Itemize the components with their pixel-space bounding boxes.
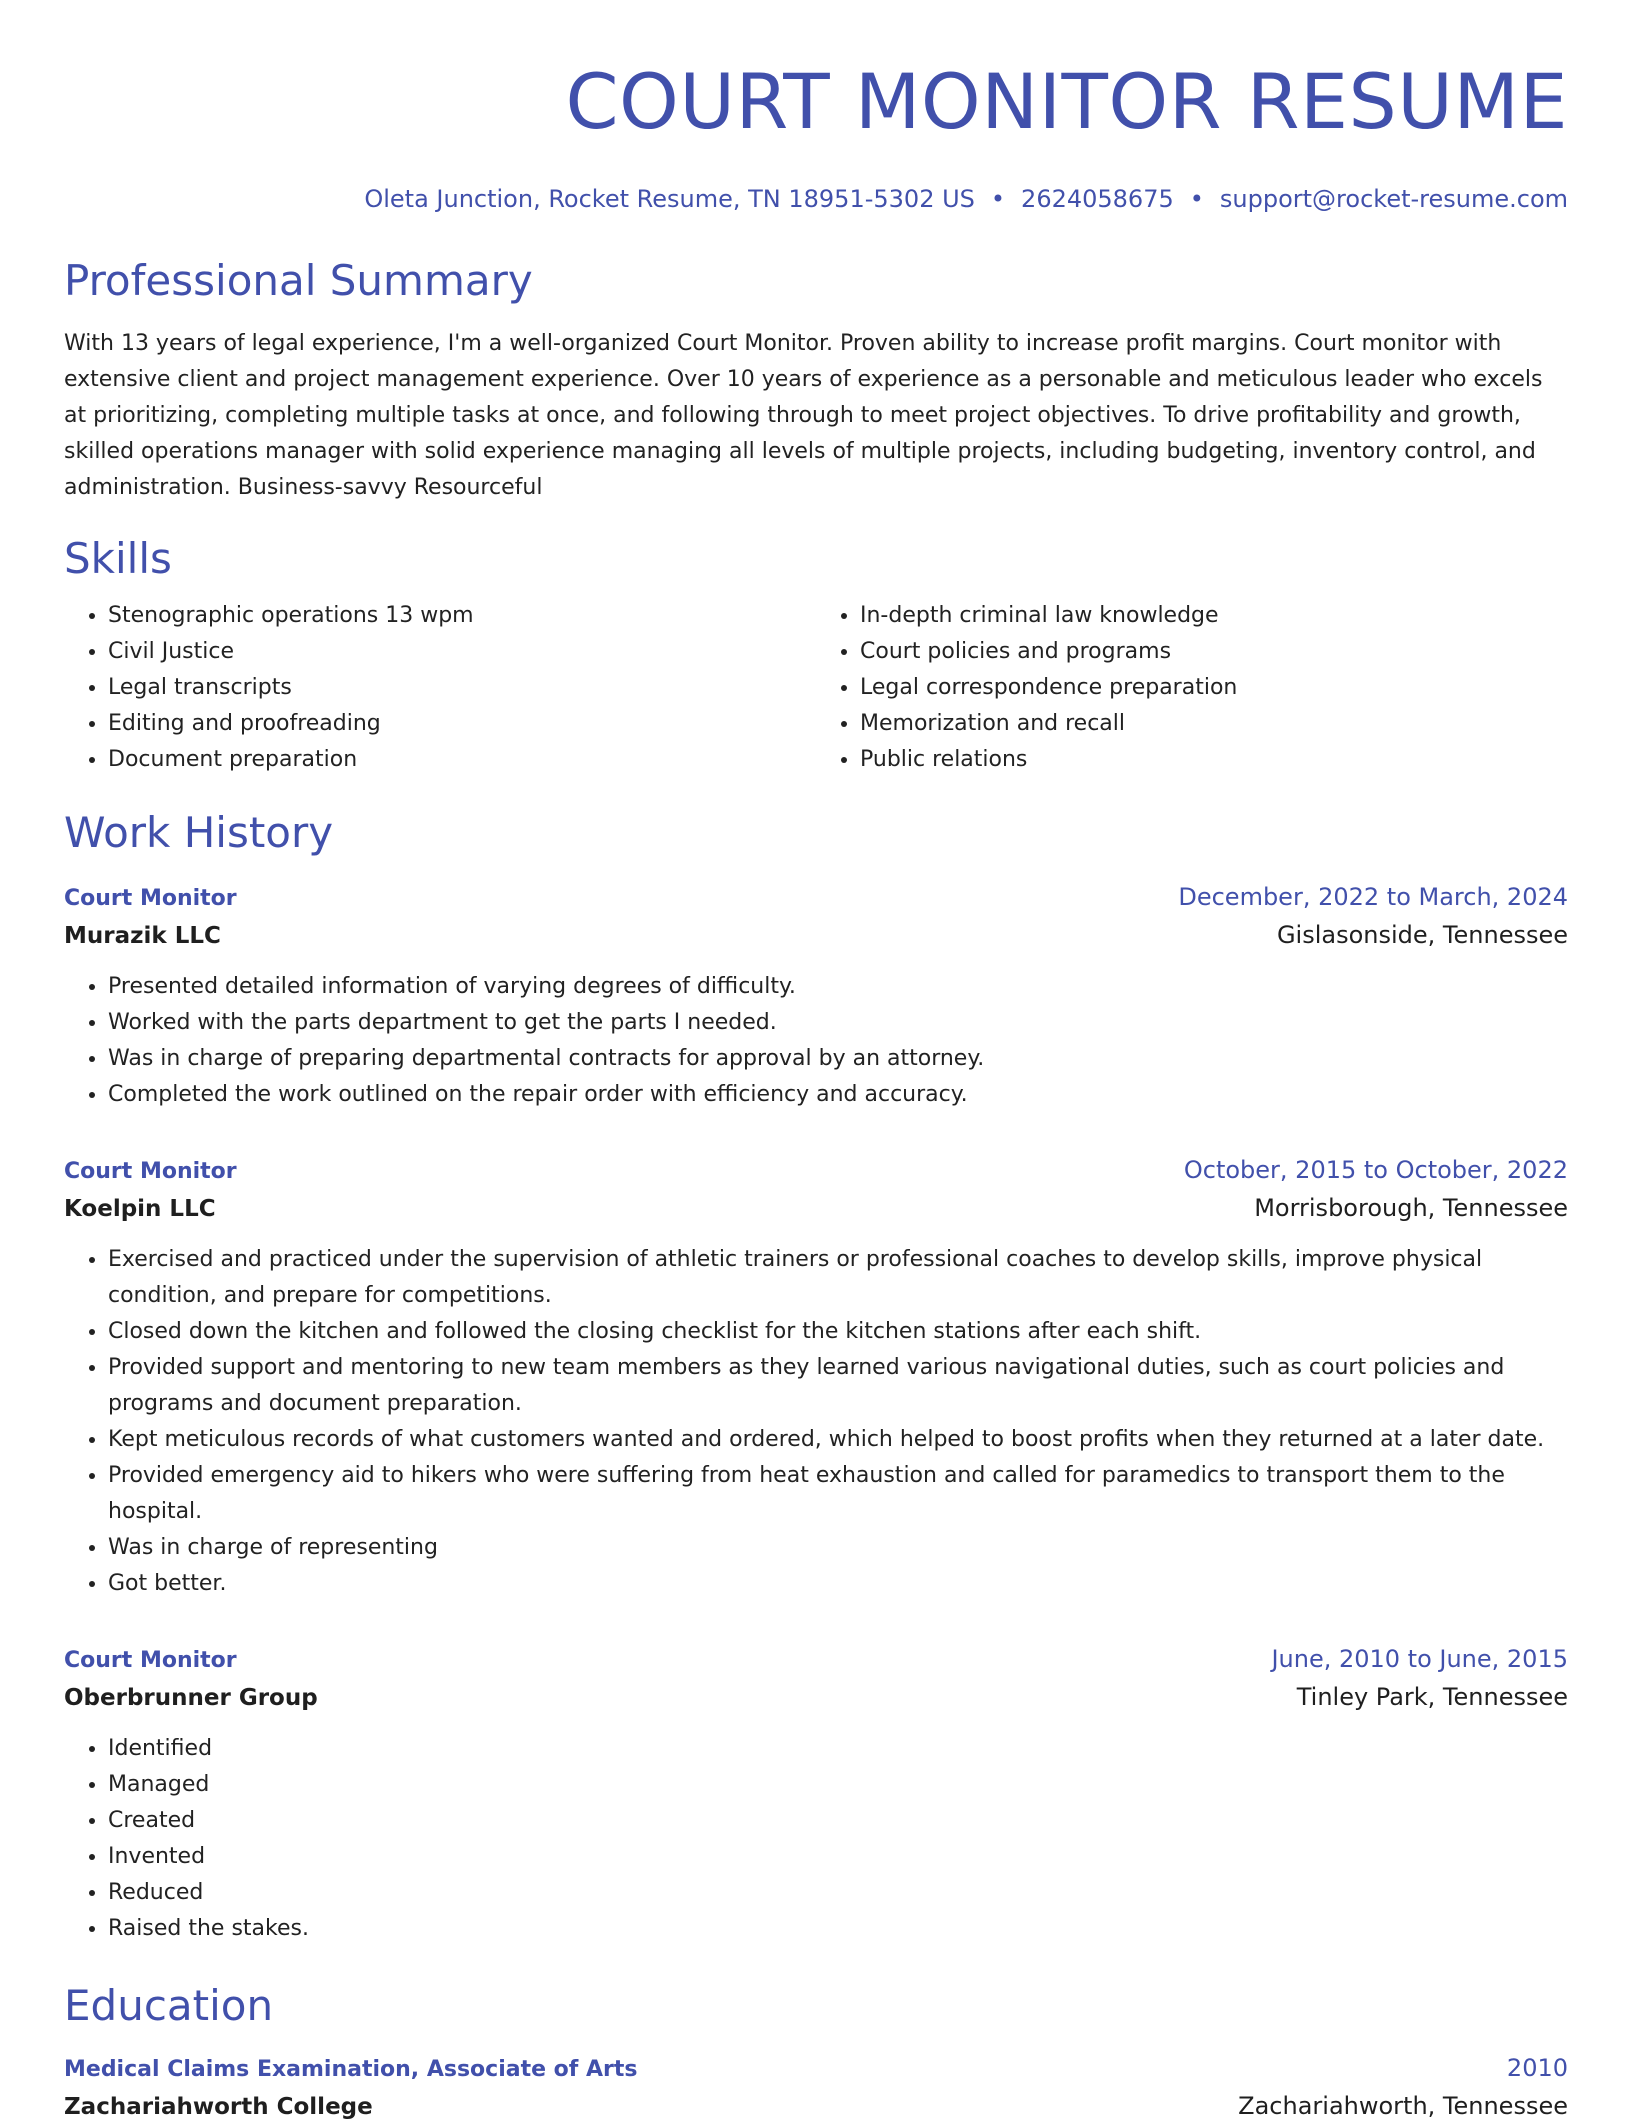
job-bullets bbox=[64, 1242, 1568, 1602]
skill-item: • Public relations bbox=[860, 742, 1568, 778]
job-location: Morrisborough, Tennessee bbox=[1254, 1194, 1568, 1222]
job-bullet: • Provided emergency aid to hikers who were suffering from heat exhaustion and called for paramedics to transport them to the hospital. bbox=[108, 1458, 1568, 1530]
job-dates: December, 2022 to March, 2024 bbox=[1178, 883, 1568, 911]
job-company: Koelpin LLC bbox=[64, 1196, 216, 1222]
job-bullet: • Invented bbox=[108, 1839, 1568, 1875]
education-entry bbox=[64, 2051, 1568, 2126]
summary-text: With 13 years of legal experience, I'm a well-organized Court Monitor. Proven ability to increase profit margins. Court monitor with extensive client and project management experience. Over 10 years of experience as a personable and meticulous leader who excels at prioritizing, completing multiple tasks at once, and following through to meet project objectives. To drive profitability and growth, skilled operations manager with solid experience managing all levels of multiple projects, including budgeting, inventory control, and administration. Business-savvy Resourceful bbox=[64, 331, 1543, 500]
skill-item: • In-depth criminal law knowledge bbox=[860, 598, 1568, 634]
skills-list bbox=[64, 598, 1568, 778]
contact-phone: 2624058675 bbox=[1021, 185, 1174, 213]
job-bullet: • Reduced bbox=[108, 1875, 1568, 1911]
job-bullets bbox=[64, 969, 1568, 1113]
job-bullet: • Identified bbox=[108, 1731, 1568, 1767]
job-title: Court Monitor bbox=[64, 1159, 237, 1184]
contact-address: Oleta Junction, Rocket Resume, TN 18951-5302 US bbox=[364, 185, 975, 213]
job-company: Oberbrunner Group bbox=[64, 1685, 318, 1711]
job-bullets bbox=[64, 1731, 1568, 1947]
job-bullet: • Provided support and mentoring to new team members as they learned various navigational duties, such as court policies and programs and document preparation. bbox=[108, 1350, 1568, 1422]
job-entry bbox=[64, 880, 1568, 1113]
job-location: Tinley Park, Tennessee bbox=[1296, 1683, 1568, 1711]
education-heading: Education bbox=[64, 1981, 274, 2030]
job-dates: October, 2015 to October, 2022 bbox=[1183, 1156, 1568, 1184]
job-bullet: • Worked with the parts department to get the parts I needed. bbox=[108, 1005, 1568, 1041]
skills-heading: Skills bbox=[64, 534, 172, 583]
job-bullet: • Completed the work outlined on the repair order with efficiency and accuracy. bbox=[108, 1077, 1568, 1113]
job-bullet: • Was in charge of preparing departmental contracts for approval by an attorney. bbox=[108, 1041, 1568, 1077]
skill-item: • Document preparation bbox=[108, 742, 816, 778]
skill-item: • Editing and proofreading bbox=[108, 706, 816, 742]
job-bullet: • Was in charge of representing bbox=[108, 1530, 1568, 1566]
skills-column-right bbox=[816, 598, 1568, 778]
resume-title: COURT MONITOR RESUME bbox=[565, 57, 1568, 146]
skills-column-left bbox=[64, 598, 816, 778]
job-company: Murazik LLC bbox=[64, 923, 221, 949]
contact-separator: • bbox=[990, 185, 1006, 213]
education-school: Zachariahworth College bbox=[64, 2094, 373, 2120]
job-bullet: • Got better. bbox=[108, 1566, 1568, 1602]
job-bullet: • Managed bbox=[108, 1767, 1568, 1803]
contact-line bbox=[64, 184, 1568, 214]
job-entry bbox=[64, 1153, 1568, 1602]
summary-heading: Professional Summary bbox=[64, 256, 533, 305]
job-dates: June, 2010 to June, 2015 bbox=[1271, 1645, 1568, 1673]
job-title: Court Monitor bbox=[64, 1648, 237, 1673]
skill-item: • Stenographic operations 13 wpm bbox=[108, 598, 816, 634]
job-bullet: • Raised the stakes. bbox=[108, 1911, 1568, 1947]
skill-item: • Legal correspondence preparation bbox=[860, 670, 1568, 706]
education-location: Zachariahworth, Tennessee bbox=[1238, 2092, 1568, 2120]
contact-email: support@rocket-resume.com bbox=[1219, 185, 1568, 213]
work-history-heading: Work History bbox=[64, 808, 334, 857]
job-location: Gislasonside, Tennessee bbox=[1276, 921, 1568, 949]
skill-item: • Court policies and programs bbox=[860, 634, 1568, 670]
education-degree: Medical Claims Examination, Associate of Arts bbox=[64, 2057, 638, 2082]
job-bullet: • Closed down the kitchen and followed the closing checklist for the kitchen stations after each shift. bbox=[108, 1314, 1568, 1350]
job-entry bbox=[64, 1642, 1568, 1947]
education-year: 2010 bbox=[1506, 2054, 1568, 2082]
job-title: Court Monitor bbox=[64, 886, 237, 911]
job-bullet: • Kept meticulous records of what customers wanted and ordered, which helped to boost profits when they returned at a later date. bbox=[108, 1422, 1568, 1458]
contact-separator: • bbox=[1189, 185, 1204, 213]
job-bullet: • Created bbox=[108, 1803, 1568, 1839]
skill-item: • Civil Justice bbox=[108, 634, 816, 670]
skill-item: • Legal transcripts bbox=[108, 670, 816, 706]
job-bullet: • Presented detailed information of varying degrees of difficulty. bbox=[108, 969, 1568, 1005]
skill-item: • Memorization and recall bbox=[860, 706, 1568, 742]
job-bullet: • Exercised and practiced under the supervision of athletic trainers or professional coaches to develop skills, improve physical condition, and prepare for competitions. bbox=[108, 1242, 1568, 1314]
